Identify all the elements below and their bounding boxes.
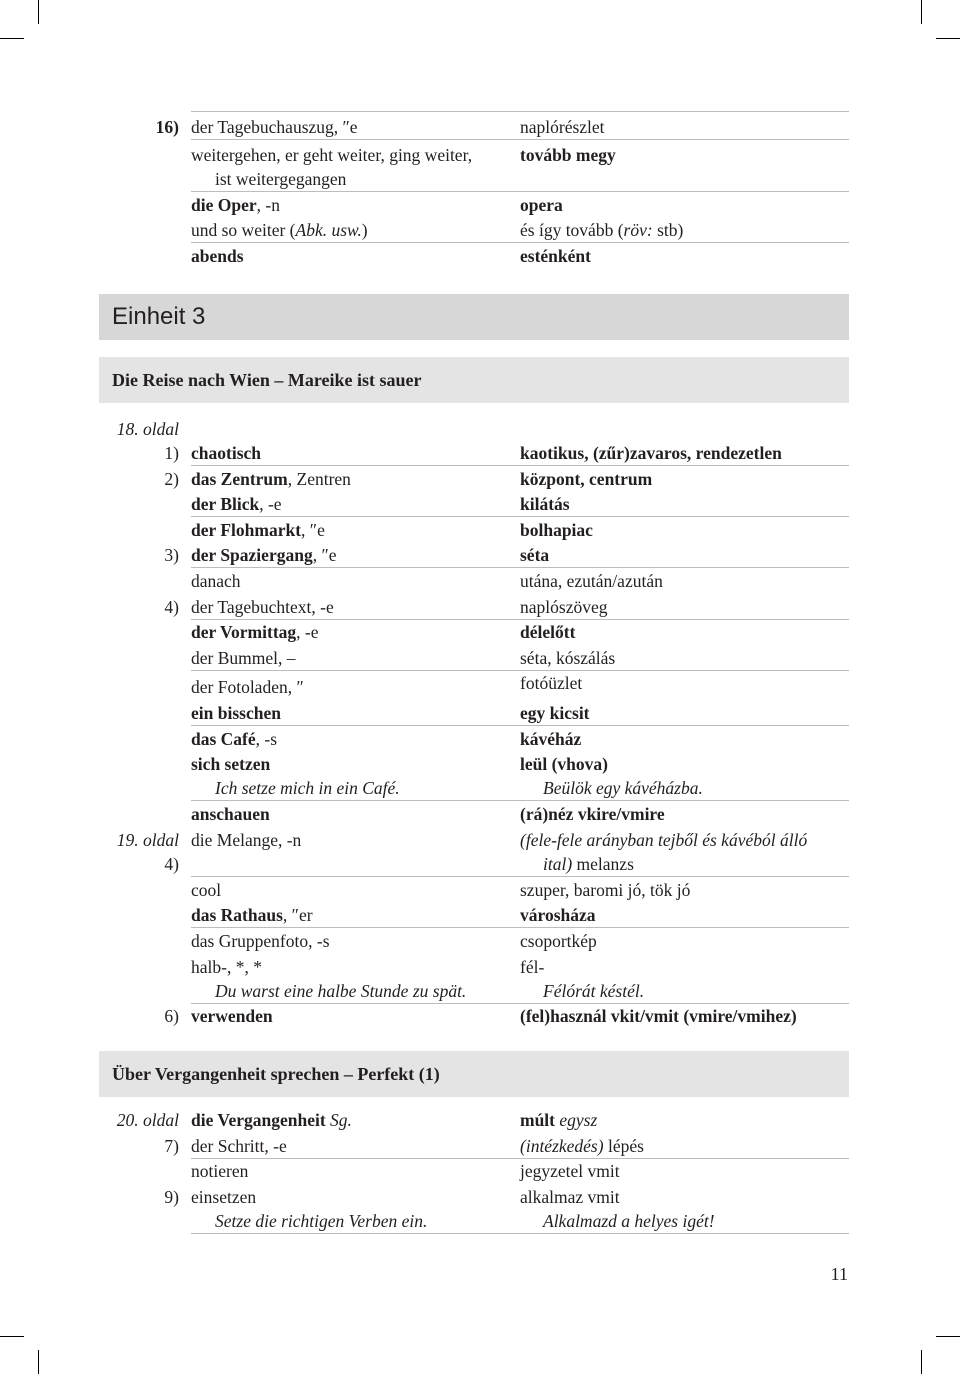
hungarian-text: és így tovább (: [520, 220, 624, 240]
vocab-row: [0, 1134, 960, 1159]
vocab-row: [0, 244, 960, 269]
german-term: ein bisschen: [191, 703, 281, 723]
vocab-row: [0, 1004, 960, 1029]
german-headword: der Flohmarkt: [191, 520, 302, 540]
vocab-row: [0, 852, 960, 877]
german-headword: das Zentrum: [191, 469, 288, 489]
vocab-row: [0, 492, 960, 517]
german-term: der Tagebuchauszug, ″e: [191, 117, 358, 137]
exercise-label: 6): [164, 1006, 179, 1026]
abbreviation: Abk. usw.: [295, 220, 362, 240]
german-plural: , Zentren: [287, 469, 351, 489]
german-headword: das Café: [191, 729, 256, 749]
german-term: anschauen: [191, 804, 270, 824]
hungarian-term: séta: [520, 545, 550, 565]
crop-mark: [0, 1336, 24, 1337]
vocab-row: [0, 903, 960, 928]
hungarian-text: stb): [652, 220, 684, 240]
hungarian-term: naplórészlet: [520, 117, 605, 137]
hungarian-term: fotóüzlet: [520, 673, 583, 693]
vocab-row: [0, 727, 960, 752]
page-reference: 18. oldal: [116, 419, 179, 439]
page-number: 11: [830, 1264, 848, 1284]
german-term: das Gruppenfoto, -s: [191, 931, 330, 951]
vocab-row: [0, 1108, 960, 1133]
german-plural: , ″e: [301, 520, 325, 540]
german-term: abends: [191, 246, 244, 266]
vocab-row: [0, 115, 960, 140]
crop-mark: [936, 1336, 960, 1337]
hungarian-term: kaotikus, (zűr)zavaros, rendezetlen: [520, 443, 782, 463]
hungarian-term: [520, 219, 683, 241]
hungarian-term: naplószöveg: [520, 597, 608, 617]
german-headword: die Vergangenheit: [191, 1110, 326, 1130]
hungarian-term: esténként: [520, 246, 591, 266]
hungarian-term: kávéház: [520, 729, 582, 749]
german-term: [191, 544, 337, 566]
hungarian-term: [543, 853, 634, 875]
example-row: [0, 776, 960, 801]
hungarian-headword: múlt: [520, 1110, 555, 1130]
german-term: [191, 621, 319, 643]
hungarian-term: (fel)használ vkit/vmit (vmire/vmihez): [520, 1006, 797, 1026]
exercise-label: 16): [155, 117, 179, 137]
german-term: [191, 728, 277, 750]
crop-mark: [921, 0, 922, 24]
german-term: der Tagebuchtext, -e: [191, 597, 334, 617]
vocab-row: [0, 878, 960, 903]
crop-mark: [936, 38, 960, 39]
german-headword: das Rathaus: [191, 905, 283, 925]
hungarian-term: bolhapiac: [520, 520, 593, 540]
german-term: danach: [191, 571, 241, 591]
vocab-row: [0, 646, 960, 671]
german-example: Du warst eine halbe Stunde zu spät.: [215, 981, 467, 1001]
german-example: Ich setze mich in ein Café.: [215, 778, 400, 798]
hungarian-term: csoportkép: [520, 931, 597, 951]
german-plural: , ″e: [312, 545, 337, 565]
vocab-row: [0, 167, 960, 192]
section-title: Über Vergangenheit sprechen – Perfekt (1): [99, 1051, 849, 1097]
german-term: sich setzen: [191, 754, 271, 774]
german-plural: , -n: [256, 195, 280, 215]
hungarian-term: központ, centrum: [520, 469, 653, 489]
german-term: [191, 468, 351, 490]
german-term: cool: [191, 880, 222, 900]
grammar-note: Sg.: [325, 1110, 352, 1130]
vocab-row: [0, 467, 960, 492]
vocab-row: [0, 675, 960, 700]
hungarian-text: melanzs: [572, 854, 634, 874]
german-text: und so weiter (: [191, 220, 296, 240]
hungarian-example: Beülök egy kávéházba.: [543, 778, 703, 798]
vocab-row: [0, 802, 960, 827]
hungarian-term: séta, kószálás: [520, 648, 616, 668]
hungarian-term: délelőtt: [520, 622, 576, 642]
german-headword: der Vormittag: [191, 622, 297, 642]
exercise-label: 4): [164, 597, 179, 617]
example-row: [0, 1209, 960, 1234]
german-plural: , -e: [296, 622, 319, 642]
vocab-row: [0, 417, 960, 442]
german-term: weitergehen, er geht weiter, ging weiter,: [191, 145, 473, 165]
top-rule: [191, 111, 849, 112]
german-term: der Fotoladen, ″: [191, 677, 304, 697]
german-term: [191, 1109, 352, 1131]
vocab-row: [0, 218, 960, 243]
unit-title: Einheit 3: [99, 294, 849, 340]
german-plural: , -s: [255, 729, 278, 749]
hungarian-term: alkalmaz vmit: [520, 1187, 620, 1207]
german-term: einsetzen: [191, 1187, 257, 1207]
german-term: [191, 194, 280, 216]
vocab-row: [0, 595, 960, 620]
hungarian-term: városháza: [520, 905, 596, 925]
crop-mark: [921, 1350, 922, 1374]
german-headword: der Spaziergang: [191, 545, 313, 565]
german-term: chaotisch: [191, 443, 261, 463]
hungarian-term: [520, 1109, 597, 1131]
hungarian-text: ital): [543, 854, 573, 874]
abbreviation: röv:: [623, 220, 653, 240]
vocab-row: [0, 193, 960, 218]
vocab-row: [0, 143, 960, 168]
crop-mark: [0, 38, 24, 39]
vocab-row: [0, 543, 960, 568]
vocab-row: [0, 701, 960, 726]
german-term: die Melange, -n: [191, 830, 302, 850]
hungarian-term: fél-: [520, 957, 545, 977]
german-term: [191, 493, 282, 515]
vocab-row: [0, 441, 960, 466]
german-term: halb-, *, *: [191, 957, 262, 977]
exercise-label: 3): [164, 545, 179, 565]
german-term: [191, 904, 313, 926]
vocab-row: [0, 929, 960, 954]
hungarian-term: (rá)néz vkire/vmire: [520, 804, 665, 824]
hungarian-term: egy kicsit: [520, 703, 590, 723]
vocab-row: [0, 569, 960, 594]
german-text: ): [361, 220, 368, 240]
german-term: notieren: [191, 1161, 249, 1181]
crop-mark: [38, 1350, 39, 1374]
hungarian-term: (fele-fele arányban tejből és kávéból álló: [520, 830, 808, 850]
example-row: [0, 979, 960, 1004]
vocab-row: [0, 752, 960, 777]
hungarian-text: (intézkedés): [520, 1136, 604, 1156]
german-term: der Schritt, -e: [191, 1136, 287, 1156]
hungarian-term: opera: [520, 195, 563, 215]
german-term: [191, 519, 325, 541]
hungarian-example: Alkalmazd a helyes igét!: [543, 1211, 715, 1231]
hungarian-term: jegyzetel vmit: [520, 1161, 620, 1181]
hungarian-text: lépés: [603, 1136, 644, 1156]
page-reference: 19. oldal: [116, 830, 179, 850]
german-term: verwenden: [191, 1006, 273, 1026]
hungarian-term: [520, 1135, 644, 1157]
crop-mark: [38, 0, 39, 24]
vocab-row: [0, 620, 960, 645]
exercise-label: 4): [164, 854, 179, 874]
hungarian-example: Félórát késtél.: [543, 981, 645, 1001]
exercise-label: 2): [164, 469, 179, 489]
german-term: ist weitergegangen: [215, 169, 347, 189]
hungarian-term: leül (vhova): [520, 754, 608, 774]
vocab-row: [0, 518, 960, 543]
german-plural: , -e: [259, 494, 282, 514]
hungarian-term: tovább megy: [520, 145, 616, 165]
vocab-row: [0, 955, 960, 980]
exercise-label: 9): [164, 1187, 179, 1207]
hungarian-term: utána, ezután/azután: [520, 571, 663, 591]
page-reference: 20. oldal: [116, 1110, 179, 1130]
vocab-row: [0, 1159, 960, 1184]
hungarian-term: kilátás: [520, 494, 570, 514]
german-term: der Bummel, –: [191, 648, 296, 668]
german-example: Setze die richtigen Verben ein.: [215, 1211, 428, 1231]
german-headword: der Blick: [191, 494, 260, 514]
hungarian-term: szuper, baromi jó, tök jó: [520, 880, 691, 900]
vocab-row: [0, 1185, 960, 1210]
vocab-row: [0, 828, 960, 853]
german-headword: die Oper: [191, 195, 257, 215]
grammar-note: egysz: [555, 1110, 598, 1130]
german-term: [191, 219, 368, 241]
exercise-label: 1): [164, 443, 179, 463]
exercise-label: 7): [164, 1136, 179, 1156]
german-plural: , ″er: [282, 905, 313, 925]
section-title: Die Reise nach Wien – Mareike ist sauer: [99, 357, 849, 403]
